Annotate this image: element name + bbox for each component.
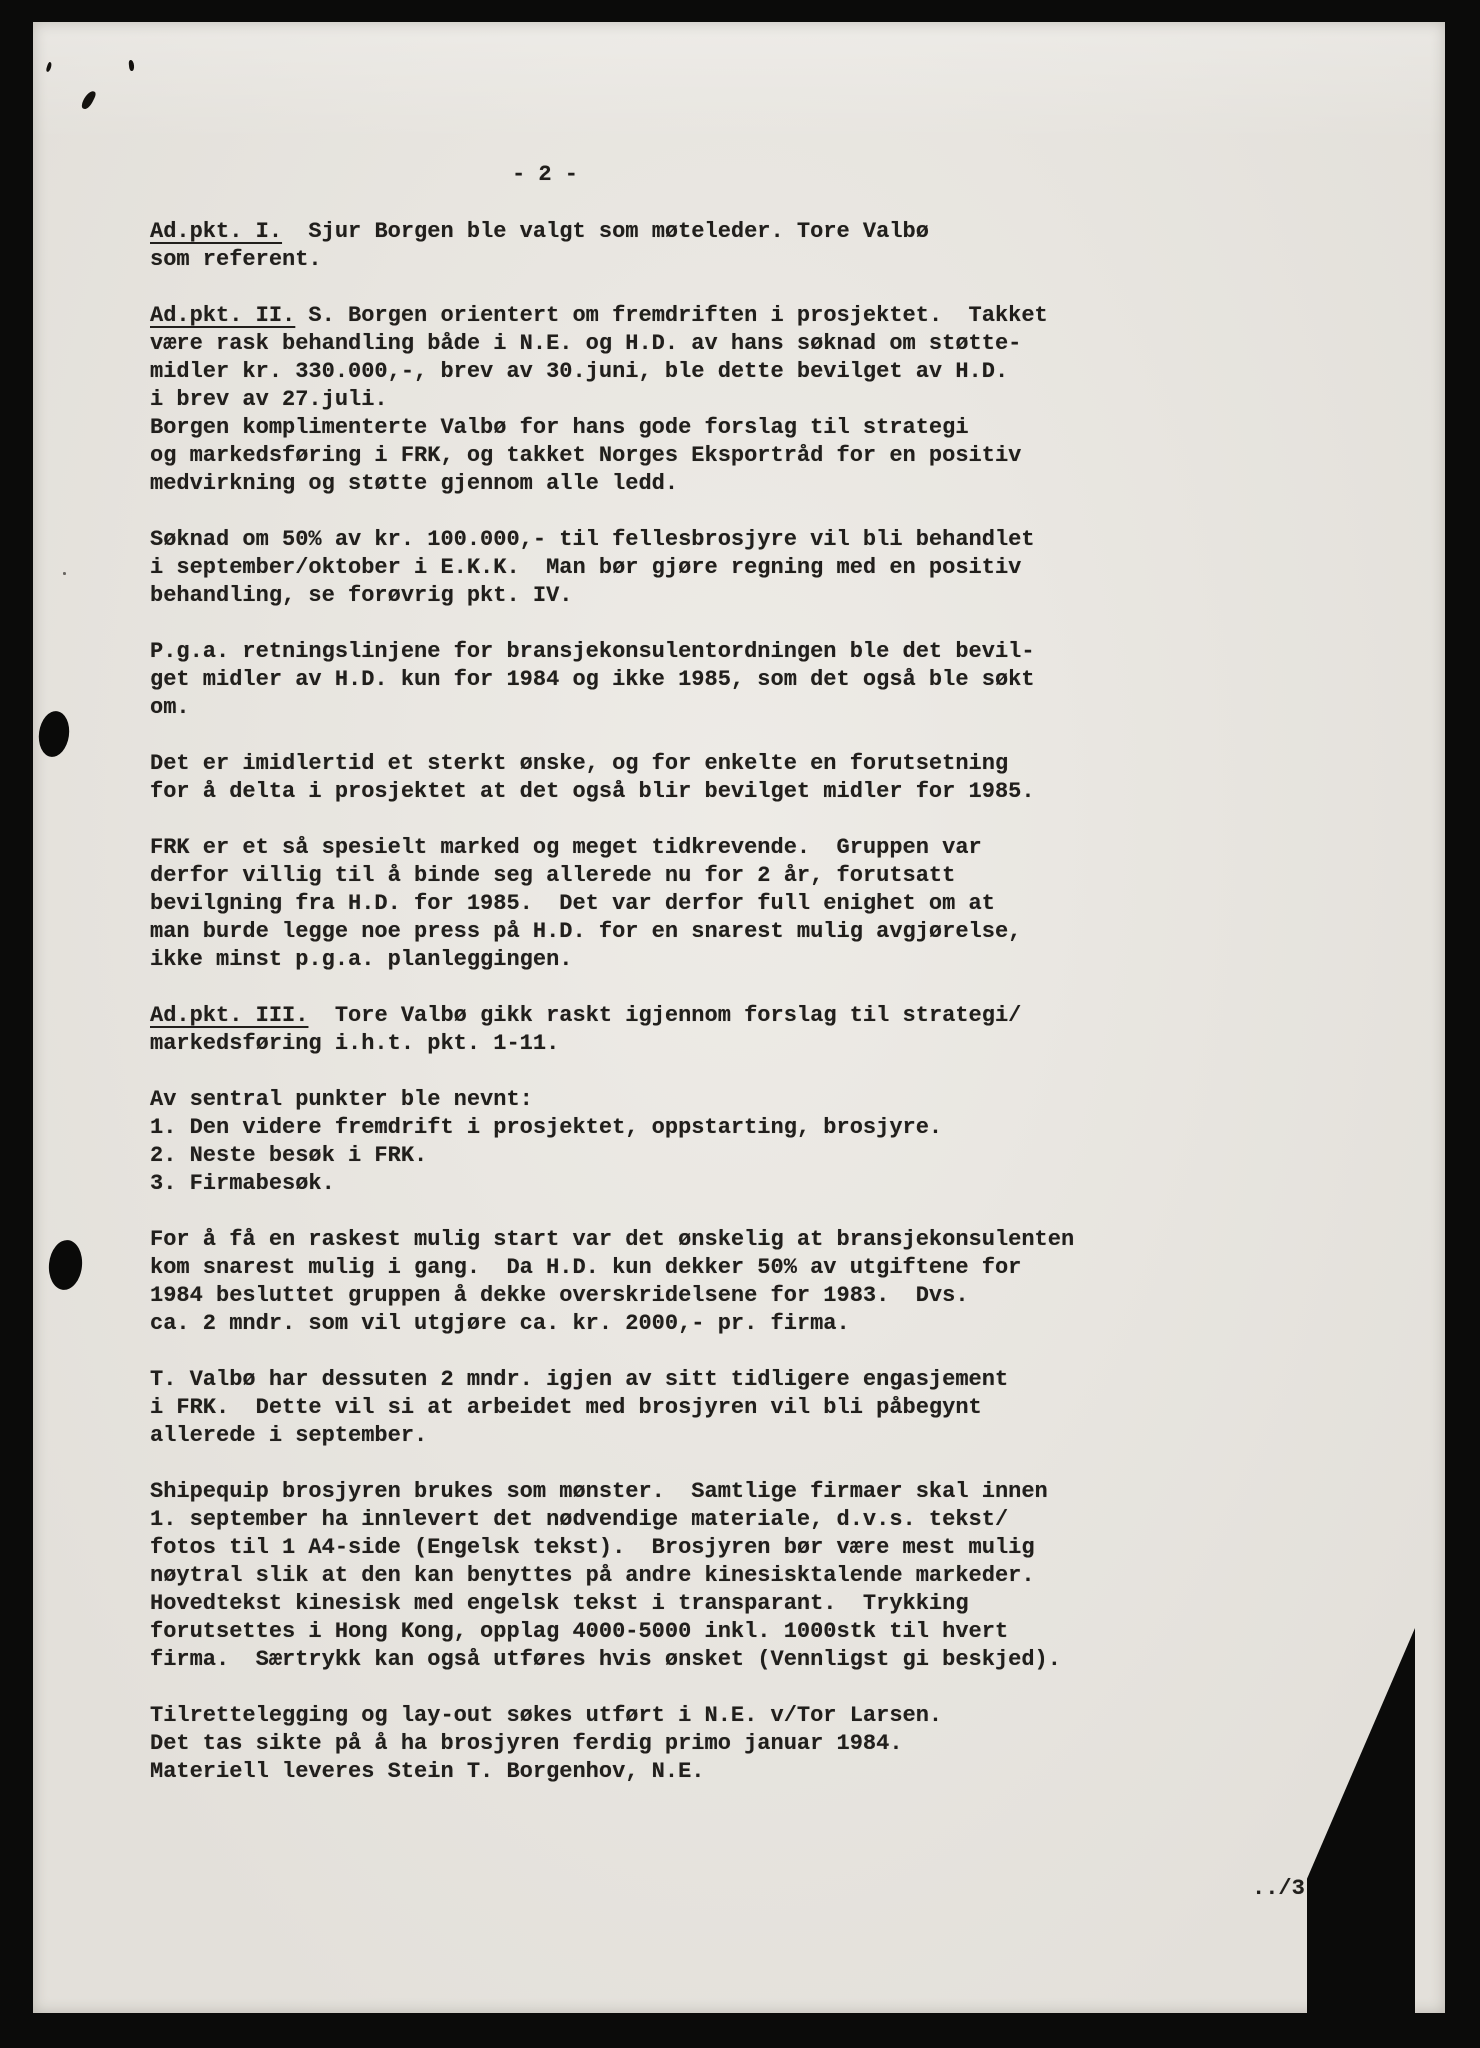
text-line: P.g.a. retningslinjene for bransjekonsulentordningen ble det bevil- [150,639,1035,664]
page-number: - 2 - [512,162,579,187]
text-line: ca. 2 mndr. som vil utgjøre ca. kr. 2000,- pr. firma. [150,1311,850,1336]
section-heading: Ad.pkt. II. [150,303,296,328]
text-line: forutsettes i Hong Kong, opplag 4000-5000 inkl. 1000stk til hvert [150,1619,1009,1644]
paragraph [150,1086,1074,1198]
text-line: i september/oktober i E.K.K. Man bør gjøre regning med en positiv [150,555,1022,580]
ink-speck [63,572,66,575]
text-line: get midler av H.D. kun for 1984 og ikke 1985, som det også ble søkt [150,667,1035,692]
text-line: FRK er et så spesielt marked og meget tidkrevende. Gruppen var [150,835,982,860]
text-line: Tilrettelegging og lay-out søkes utført i N.E. v/Tor Larsen. [150,1703,943,1728]
text-line: midler kr. 330.000,-, brev av 30.juni, ble dette bevilget av H.D. [150,359,1009,384]
text-line: For å få en raskest mulig start var det ønskelig at bransjekonsulenten [150,1227,1075,1252]
text-line: medvirkning og støtte gjennom alle ledd. [150,471,679,496]
text-line: og markedsføring i FRK, og takket Norges Eksportråd for en positiv [150,443,1022,468]
text-line: markedsføring i.h.t. pkt. 1-11. [150,1031,560,1056]
paragraph [150,526,1074,610]
text-line: Hovedtekst kinesisk med engelsk tekst i transparant. Trykking [150,1591,969,1616]
paragraph [150,1366,1074,1450]
paragraph [150,218,1074,274]
paragraph [150,834,1074,974]
text-line: ikke minst p.g.a. planleggingen. [150,947,573,972]
text-line: nøytral slik at den kan benyttes på andre kinesisktalende markeder. [150,1563,1035,1588]
continuation-marker: ../3 [1252,1876,1305,1901]
text-line: Det tas sikte på å ha brosjyren ferdig primo januar 1984. [150,1731,903,1756]
text-line [150,218,1074,246]
text-line: Shipequip brosjyren brukes som mønster. Samtlige firmaer skal innen [150,1479,1048,1504]
heading-rest: Sjur Borgen ble valgt som møteleder. Tore Valbø [282,219,929,244]
text-line: 1. september ha innlevert det nødvendige materiale, d.v.s. tekst/ [150,1507,1009,1532]
text-line: Av sentral punkter ble nevnt: [150,1087,533,1112]
text-line: Materiell leveres Stein T. Borgenhov, N.E. [150,1759,705,1784]
heading-rest: S. Borgen orientert om fremdriften i prosjektet. Takket [295,303,1048,328]
paragraph [150,1226,1074,1338]
text-line: derfor villig til å binde seg allerede nu for 2 år, forutsatt [150,863,956,888]
text-line [150,302,1074,330]
text-line: kom snarest mulig i gang. Da H.D. kun dekker 50% av utgiftene for [150,1255,1022,1280]
ink-speck [128,60,134,71]
text-line: Borgen komplimenterte Valbø for hans gode forslag til strategi [150,415,969,440]
text-line: behandling, se forøvrig pkt. IV. [150,583,573,608]
text-line: for å delta i prosjektet at det også blir bevilget midler for 1985. [150,779,1035,804]
text-line: som referent. [150,247,322,272]
text-line: man burde legge noe press på H.D. for en snarest mulig avgjørelse, [150,919,1022,944]
text-line: allerede i september. [150,1423,428,1448]
text-line: T. Valbø har dessuten 2 mndr. igjen av sitt tidligere engasjement [150,1367,1009,1392]
text-line [150,1002,1074,1030]
paragraph [150,302,1074,498]
document-page [33,22,1445,2013]
text-line: Søknad om 50% av kr. 100.000,- til fellesbrosjyre vil bli behandlet [150,527,1035,552]
paragraph [150,1002,1074,1058]
paragraph [150,1702,1074,1786]
ink-speck [80,89,97,111]
section-heading: Ad.pkt. III. [150,1003,309,1028]
text-line: 1. Den videre fremdrift i prosjektet, oppstarting, brosjyre. [150,1115,943,1140]
text-line: Det er imidlertid et sterkt ønske, og for enkelte en forutsetning [150,751,1009,776]
paragraph [150,638,1074,722]
text-line: i FRK. Dette vil si at arbeidet med brosjyren vil bli påbegynt [150,1395,982,1420]
text-line: 2. Neste besøk i FRK. [150,1143,428,1168]
section-heading: Ad.pkt. I. [150,219,283,244]
text-line: om. [150,695,190,720]
ink-speck [46,62,53,73]
text-line: i brev av 27.juli. [150,387,388,412]
text-line: fotos til 1 A4-side (Engelsk tekst). Brosjyren bør være mest mulig [150,1535,1035,1560]
document-body [150,218,1074,1814]
text-line: firma. Særtrykk kan også utføres hvis ønsket (Vennligst gi beskjed). [150,1647,1061,1672]
text-line: være rask behandling både i N.E. og H.D. av hans søknad om støtte- [150,331,1022,356]
text-line: 1984 besluttet gruppen å dekke overskridelsene for 1983. Dvs. [150,1283,969,1308]
heading-rest: Tore Valbø gikk raskt igjennom forslag til strategi/ [308,1003,1022,1028]
text-line: 3. Firmabesøk. [150,1171,335,1196]
paragraph [150,1478,1074,1674]
text-line: bevilgning fra H.D. for 1985. Det var derfor full enighet om at [150,891,995,916]
paragraph [150,750,1074,806]
